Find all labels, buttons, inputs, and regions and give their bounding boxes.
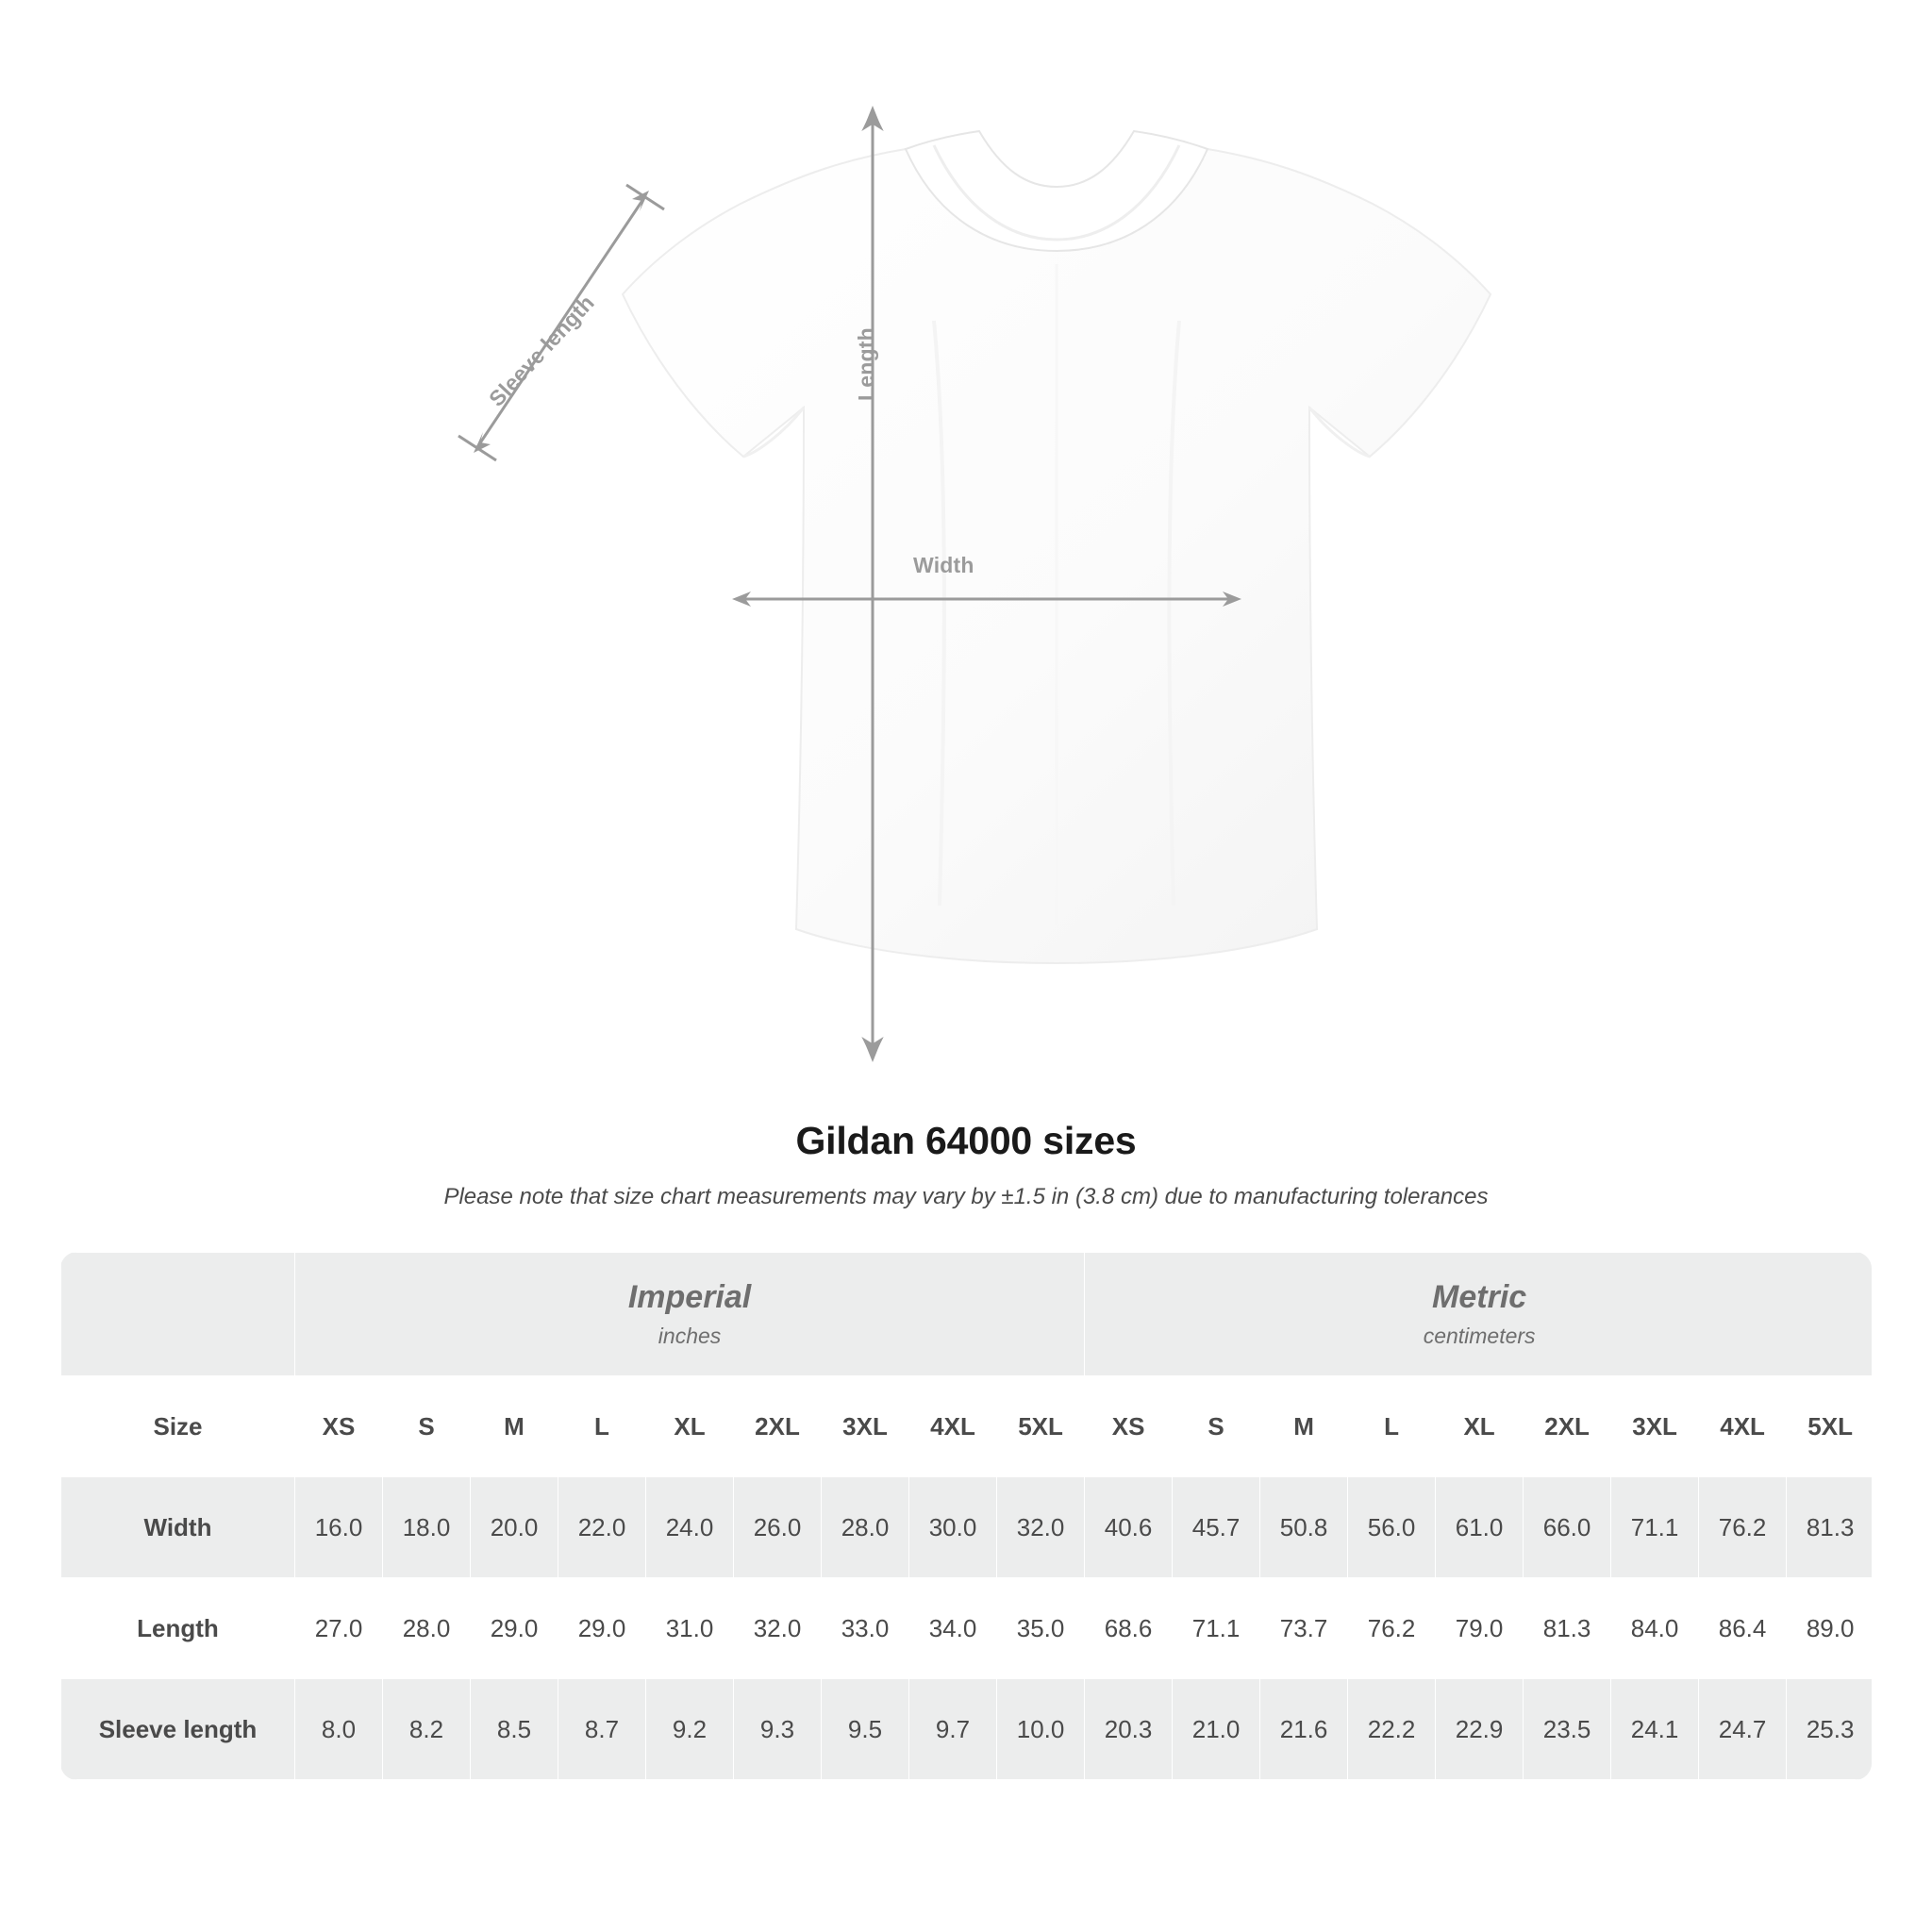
cell-length: 29.0 [558, 1578, 646, 1679]
cell-width: 81.3 [1787, 1477, 1872, 1578]
imperial-unit-title: Imperial [627, 1278, 752, 1315]
cell-width: 18.0 [383, 1477, 471, 1578]
measurement-note: Please note that size chart measurements may vary by ±1.5 in (3.8 cm) due to manufacturing tolerances [443, 1184, 1489, 1209]
cell-sleeve-length: 8.0 [295, 1679, 383, 1780]
unit-header-spacer [61, 1253, 295, 1376]
row-label-sleeve-length: Sleeve length [61, 1679, 295, 1780]
cell-sleeve-length: 24.1 [1611, 1679, 1699, 1780]
cell-sleeve-length: 25.3 [1787, 1679, 1872, 1780]
cell-sleeve-length: 9.2 [646, 1679, 734, 1780]
page-title: Gildan 64000 sizes [795, 1119, 1137, 1162]
cell-width: 71.1 [1611, 1477, 1699, 1578]
size-header-cell: Size [61, 1376, 295, 1477]
size-col-header: 5XL [997, 1376, 1085, 1477]
cell-width: 45.7 [1173, 1477, 1260, 1578]
cell-length: 73.7 [1260, 1578, 1348, 1679]
unit-header-row [61, 1253, 1873, 1376]
cell-width: 30.0 [909, 1477, 997, 1578]
sleeve-length-dimension-label: Sleeve length [484, 290, 599, 411]
cell-width: 50.8 [1260, 1477, 1348, 1578]
metric-unit-subtitle: centimeters [1423, 1324, 1536, 1349]
cell-sleeve-length: 9.5 [822, 1679, 909, 1780]
cell-width: 24.0 [646, 1477, 734, 1578]
metric-unit-header [1085, 1253, 1872, 1376]
size-col-header: M [1260, 1376, 1348, 1477]
size-col-header: L [558, 1376, 646, 1477]
size-col-header: S [1173, 1376, 1260, 1477]
size-col-header: XL [646, 1376, 734, 1477]
cell-width: 20.0 [471, 1477, 558, 1578]
cell-length: 28.0 [383, 1578, 471, 1679]
row-label-length: Length [61, 1578, 295, 1679]
size-col-header: 3XL [1611, 1376, 1699, 1477]
cell-width: 40.6 [1085, 1477, 1173, 1578]
cell-width: 32.0 [997, 1477, 1085, 1578]
cell-sleeve-length: 24.7 [1699, 1679, 1787, 1780]
cell-width: 16.0 [295, 1477, 383, 1578]
cell-sleeve-length: 22.9 [1436, 1679, 1524, 1780]
cell-length: 71.1 [1173, 1578, 1260, 1679]
cell-sleeve-length: 8.5 [471, 1679, 558, 1780]
cell-sleeve-length: 21.0 [1173, 1679, 1260, 1780]
size-col-header: 5XL [1787, 1376, 1872, 1477]
cell-length: 79.0 [1436, 1578, 1524, 1679]
cell-sleeve-length: 20.3 [1085, 1679, 1173, 1780]
size-col-header: XS [1085, 1376, 1173, 1477]
cell-length: 89.0 [1787, 1578, 1872, 1679]
size-col-header: S [383, 1376, 471, 1477]
cell-length: 32.0 [734, 1578, 822, 1679]
cell-length: 68.6 [1085, 1578, 1173, 1679]
size-col-header: 3XL [822, 1376, 909, 1477]
width-dimension-label: Width [913, 553, 974, 577]
cell-sleeve-length: 21.6 [1260, 1679, 1348, 1780]
size-col-header: 2XL [1524, 1376, 1611, 1477]
size-table-container [60, 1252, 1872, 1780]
cell-sleeve-length: 8.2 [383, 1679, 471, 1780]
cell-sleeve-length: 9.7 [909, 1679, 997, 1780]
cell-length: 29.0 [471, 1578, 558, 1679]
length-dimension-label: Length [854, 327, 878, 401]
table-row [61, 1578, 1873, 1679]
size-col-header: 2XL [734, 1376, 822, 1477]
cell-width: 66.0 [1524, 1477, 1611, 1578]
cell-sleeve-length: 9.3 [734, 1679, 822, 1780]
title-block [0, 1119, 1932, 1210]
size-col-header: XL [1436, 1376, 1524, 1477]
cell-width: 76.2 [1699, 1477, 1787, 1578]
imperial-unit-header [295, 1253, 1085, 1376]
cell-width: 56.0 [1348, 1477, 1436, 1578]
cell-sleeve-length: 22.2 [1348, 1679, 1436, 1780]
size-col-header: XS [295, 1376, 383, 1477]
cell-length: 34.0 [909, 1578, 997, 1679]
cell-sleeve-length: 10.0 [997, 1679, 1085, 1780]
cell-width: 61.0 [1436, 1477, 1524, 1578]
cell-sleeve-length: 23.5 [1524, 1679, 1611, 1780]
size-col-header: L [1348, 1376, 1436, 1477]
imperial-unit-subtitle: inches [658, 1324, 722, 1349]
size-col-header: M [471, 1376, 558, 1477]
row-label-width: Width [61, 1477, 295, 1578]
cell-width: 22.0 [558, 1477, 646, 1578]
metric-unit-title: Metric [1432, 1278, 1527, 1315]
cell-length: 35.0 [997, 1578, 1085, 1679]
cell-length: 81.3 [1524, 1578, 1611, 1679]
cell-width: 28.0 [822, 1477, 909, 1578]
cell-width: 26.0 [734, 1477, 822, 1578]
table-row [61, 1477, 1873, 1578]
size-table [60, 1252, 1872, 1780]
cell-sleeve-length: 8.7 [558, 1679, 646, 1780]
cell-length: 76.2 [1348, 1578, 1436, 1679]
cell-length: 33.0 [822, 1578, 909, 1679]
size-col-header: 4XL [1699, 1376, 1787, 1477]
cell-length: 86.4 [1699, 1578, 1787, 1679]
cell-length: 31.0 [646, 1578, 734, 1679]
size-col-header: 4XL [909, 1376, 997, 1477]
cell-length: 84.0 [1611, 1578, 1699, 1679]
cell-length: 27.0 [295, 1578, 383, 1679]
size-header-row [61, 1376, 1873, 1477]
table-row [61, 1679, 1873, 1780]
